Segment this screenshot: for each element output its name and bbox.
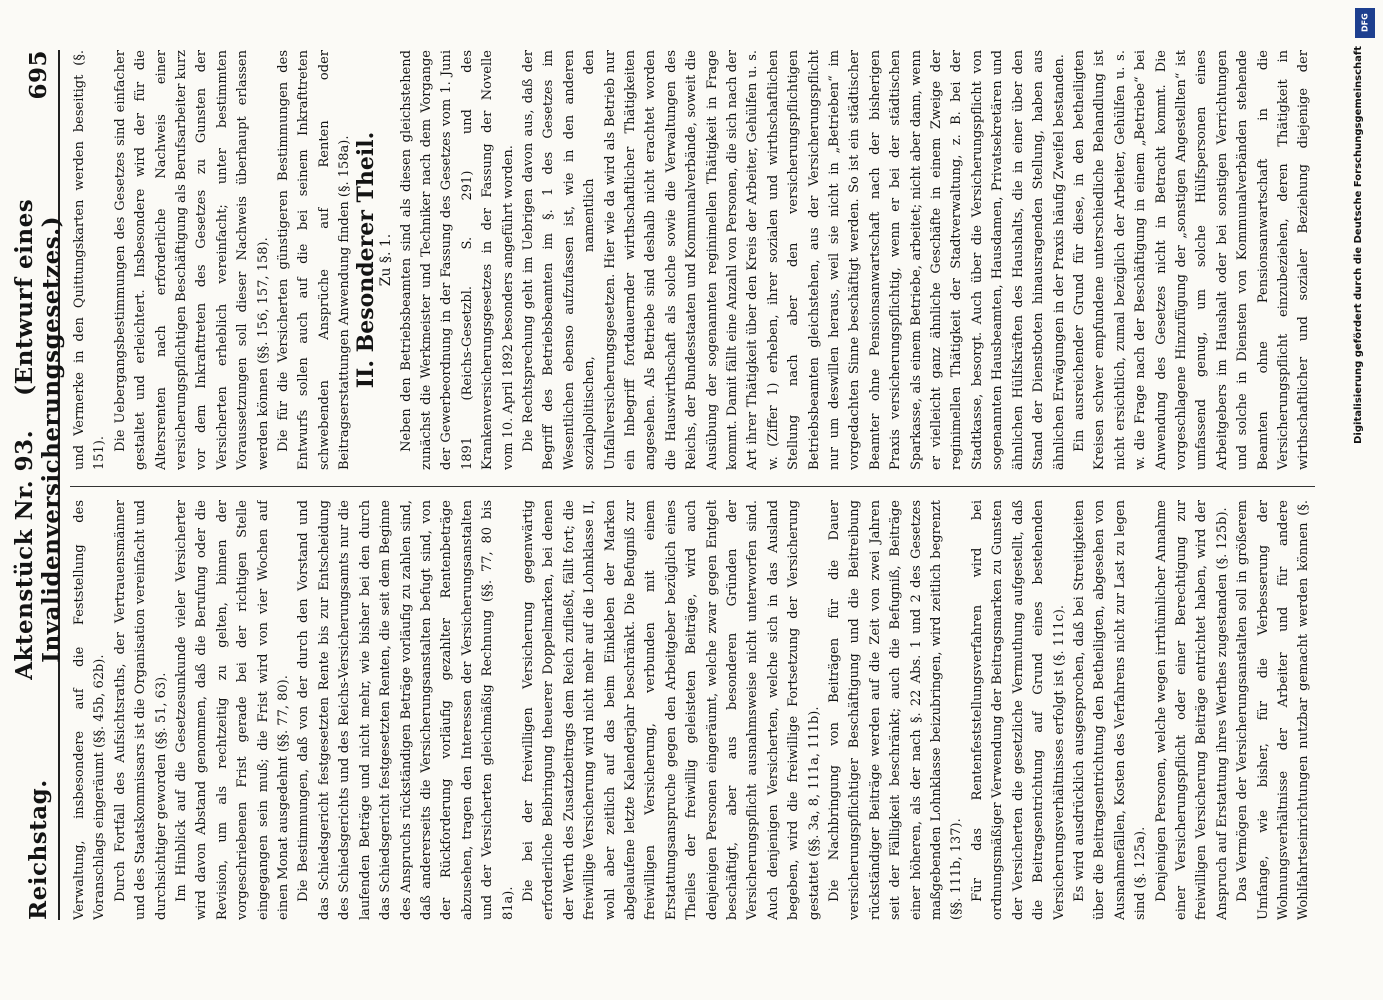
paragraph: Die Rechtsprechung geht im Uebrigen davon aus, daß der Begriff des Betriebsbeamten im §. 1 des Gesetzes im Wesentlichen ebenso aufzufassen ist, wie in den anderen sozialpolitischen, namentlich den Unfallversicherungsgesetzen. Hier wie da wird als Betrieb nur ein Inbegriff fortdauernder wirthschaftlicher Thätigkeiten angesehen. Als Betriebe sind deshalb nicht erachtet worden die Hauswirthschaft als solche sowie die Verwaltungen des Reichs, der Bundesstaaten und Kommunalverbände, soweit die Ausübung der sogenannten reginimellen Thätigkeit in Frage kommt. Damit fällt eine Anzahl von Personen, die sich nach der Art ihrer Thätigkeit über den Kreis der Arbeiter, Gehülfen u. s. w. (Ziffer 1) erheben, ihrer sozialen und wirthschaftlichen Stellung nach aber den versicherungspflichtigen Betriebsbeamten gleichstehen, aus der Versicherungspflicht nur um deswillen heraus, weil sie nicht in „Betrieben“ im vorgedachten Sinne beschäftigt werden. So ist ein städtischer Beamter ohne Pensionsanwartschaft nach der bisherigen Praxis versicherungspflichtig, wenn er bei der städtischen Sparkasse, als einem Betriebe, arbeitet; nicht aber dann, wenn er vielleicht ganz ähnliche Geschäfte in einem Zweige der reginimellen Thätigkeit der Stadtverwaltung, z. B. bei der Stadtkasse, besorgt. Auch über die Versicherungspflicht von sogenannten Hausbeamten, Hausdamen, Privatsekretären und ähnlichen Hülfskräften des Haushalts, die in einer über den Stand der Dienstboten hinausragenden Stellung, haben aus ähnlichen Erwägungen in der Praxis häufig Zweifel bestanden. — [520, 50, 1067, 470]
paragraph: Die Nachbringung von Beiträgen für die Dauer versicherungspflichtiger Beschäftigung und die Beitreibung rückständiger Beiträge werden auf die Zeit von zwei Jahren seit der Fälligkeit beschränkt; auch die Befugniß, Beiträge einer höheren, als der nach §. 22 Abs. 1 und 2 des Gesetzes maßgebenden Lohnklasse beizubringen, wird zeitlich begrenzt (§§. 111b, 137). — [827, 500, 965, 920]
paragraph: Durch Fortfall des Aufsichtsraths, der Vertrauensmänner und des Staatskommissars ist die Organisation vereinfacht und durchsichtiger geworden (§§. 51, 63). — [112, 500, 169, 920]
credit-text: Digitalisierung gefördert durch die Deutsche Forschungsgemeinschaft — [1353, 46, 1364, 444]
paragraph: Das Vermögen der Versicherungsanstalten soll in größerem Umfange, wie bisher, für die Verbesserung der Wohnungsverhältnisse der Arbeiter und für andere Wohlfahrtseinrichtungen nutzbar gemacht werden können (§. — [1235, 500, 1312, 920]
paragraph: Die bei der freiwilligen Versicherung gegenwärtig erforderliche Beibringung theuerer Doppelmarken, bei denen der Werth des Zusatzbeitrags dem Reich zufließt, fällt fort; die freiwillige Versicherung wird nicht mehr auf die Lohnklasse II, wohl aber zeitlich auf das beim Einkleben der Marken abgelaufene letzte Kalenderjahr beschränkt. Die Befugniß zur freiwilligen Versicherung, verbunden mit einem Erstattungsanspruche gegen den Arbeitgeber bezüglich eines Theiles der freiwillig geleisteten Beiträge, wird auch denjenigen Personen eingeräumt, welche zwar gegen Entgelt beschäftigt, aber aus besonderen Gründen der Versicherungspflicht ausnahmsweise nicht unterworfen sind. Auch denjenigen Versicherten, welche sich in das Ausland begeben, wird die freiwillige Fortsetzung der Versicherung gestattet (§§. 3a, 8, 111a, 111b). — [520, 500, 822, 920]
paragraph: Neben den Betriebsbeamten sind als diesen gleichstehend zunächst die Werkmeister und Techniker nach dem Vorgange der Gewerbeordnung in der Fassung des Gesetzes vom 1. Juni 1891 (Reichs-Gesetzbl. S. 291) und des Krankenversicherungsgesetzes in der Fassung der Novelle vom 10. April 1892 besonders angeführt worden. — [398, 50, 516, 470]
subsection-heading: Zu §. 1. — [378, 233, 395, 287]
paragraph: Verwaltung, insbesondere auf die Feststellung des Voranschlags eingeräumt (§§. 45b, 62b). — [72, 500, 108, 920]
page-header — [11, 50, 65, 920]
paragraph: Für das Rentenfeststellungsverfahren wird bei ordnungsmäßiger Verwendung der Beitragsmarken zu Gunsten der Versicherten die gesetzliche Vermuthung aufgestellt, daß die Beitragsentrichtung auf Grund eines bestehenden Versicherungsverhältnisses erfolgt ist (§. 111c). — [969, 500, 1067, 920]
left-column — [70, 500, 1315, 920]
page-number: 695 — [24, 50, 52, 100]
right-column — [70, 50, 1315, 470]
paragraph: Ein ausreichender Grund für diese, in den betheiligten Kreisen schwer empfundene unterschiedliche Behandlung ist nicht ersichtlich, zumal bezüglich der Arbeiter, Gehülfen u. s. w. die Frage nach der Beschäftigung in einem „Betriebe“ bei Anwendung des Gesetzes nicht in Betracht kommt. Die vorgeschlagene Hinzufügung der „sonstigen Angestellten“ ist umfassend genug, um solche Hülfspersonen eines Arbeitgebers im Haushalt oder bei sonstigen Verrichtungen und solche in Diensten von Kommunalverbänden stehende Beamten ohne Pensionsanwartschaft in die Versicherungspflicht einzubeziehen, deren Thätigkeit in wirthschaftlicher und sozialer Beziehung diejenige der — [1071, 50, 1312, 470]
dfg-logo: DFG — [1355, 8, 1375, 38]
digitization-credit — [1353, 6, 1377, 994]
paragraph: Die Bestimmungen, daß von der durch den Vorstand und das Schiedsgericht festgesetzten Rente bis zur Entscheidung des Schiedsgerichts und des Reichs-Versicherungsamts nur die laufenden Beträge und nicht mehr, wie bisher bei den durch das Schiedsgericht festgesetzten Renten, die seit dem Beginne des Anspruchs rückständigen Beträge vorläufig zu zahlen sind, daß andererseits die Versicherungsanstalten befugt sind, von der Rückforderung vorläufig gezahlter Rentenbeträge abzusehen, tragen den Interessen der Versicherungsanstalten und der Versicherten gleichmäßig Rechnung (§§. 77, 80 bis 81a). — [296, 500, 516, 920]
paragraph: und Vermerke in den Quittungskarten werden beseitigt (§. 151). — [72, 50, 108, 470]
paragraph: Denjenigen Personen, welche wegen irrthümlicher Annahme einer Versicherungspflicht oder einer Berechtigung zur freiwilligen Versicherung Beiträge entrichtet haben, wird der Anspruch auf Erstattung ihres Werthes zugestanden (§. 125b). — [1153, 500, 1230, 920]
section-heading: II. Besonderer Theil. — [352, 131, 379, 389]
header-document-number: Aktenstück Nr. 93. — [11, 429, 38, 680]
paragraph: Im Hinblick auf die Gesetzesunkunde vieler Versicherter wird davon Abstand genommen, daß die Berufung oder die Revision, um als rechtzeitig zu gelten, binnen der vorgeschriebenen Frist gerade bei der richtigen Stelle eingegangen sein muß; die Frist wird von vier Wochen auf einen Monat ausgedehnt (§§. 77, 80). — [174, 500, 292, 920]
paragraph: Es wird ausdrücklich ausgesprochen, daß bei Streitigkeiten über die Beitragsentrichtung den Betheiligten, abgesehen von Ausnahmefällen, Kosten des Verfahrens nicht zur Last zu legen sind (§. 125a). — [1071, 500, 1149, 920]
header-left: Reichstag. — [24, 779, 52, 920]
paragraph: Die Uebergangsbestimmungen des Gesetzes sind einfacher gestaltet und erleichtert. Insbesondere wird der für die Altersrenten nach erforderliche Nachweis einer versicherungspflichtigen Beschäftigung als Berufsarbeiter kurz vor dem Inkrafttreten des Gesetzes zu Gunsten der Versicherten erheblich vereinfacht; unter bestimmten Voraussetzungen soll dieser Nachweis überhaupt erlassen werden können (§§. 156, 157, 158). — [112, 50, 271, 470]
header-center — [11, 100, 65, 780]
header-document-title: (Entwurf eines Invalidenversicherungsgesetzes.) — [11, 198, 65, 663]
column-divider — [70, 486, 1315, 487]
paragraph: Die für die Versicherten günstigeren Bestimmungen des Entwurfs sollen auch auf die bei seinem Inkrafttreten schwebenden Ansprüche auf Renten oder Beitragserstattungen Anwendung finden (§. 158a). — [276, 50, 353, 470]
